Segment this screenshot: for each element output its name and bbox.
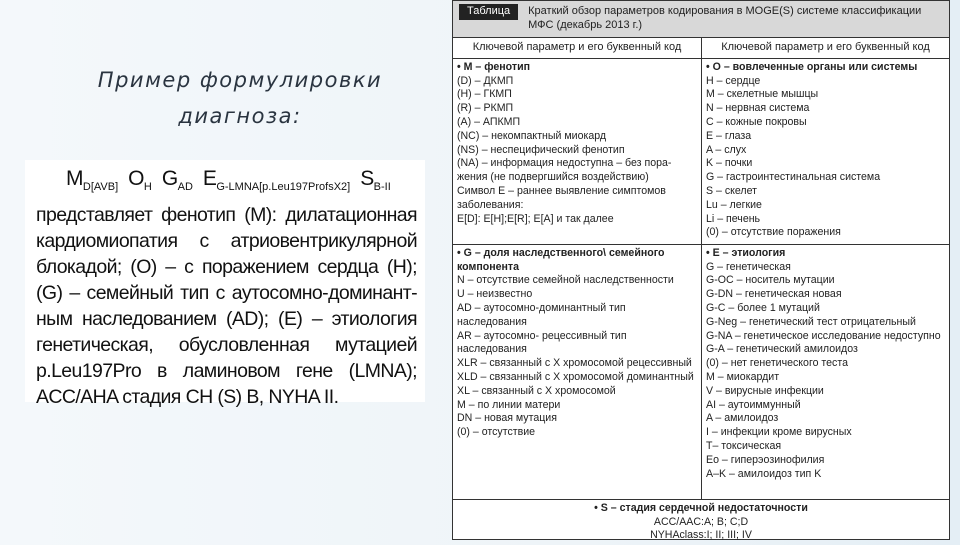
code-item: G-Neg – генетический тест отрицательный — [706, 315, 916, 328]
parameter-heading: • G – доля наследственного\ семейного компонента — [457, 246, 665, 273]
slide-title: Пример формулировки диагноза: — [97, 68, 383, 128]
column-header: Ключевой параметр и его буквенный код — [701, 38, 949, 58]
organs-cell — [701, 59, 949, 244]
code-item: (NA) – информация недоступна – без пора-жения (не подвергшийся воздействию) — [457, 157, 672, 184]
code-item: Li – печень — [706, 212, 761, 225]
code-item: G – гастроинтестинальная система — [706, 171, 881, 184]
code-item: U – неизвестно — [457, 288, 533, 301]
code-item: ACC/AAC:A; B; C;D — [653, 515, 749, 528]
code-item: N – отсутствие семейной наследственности — [457, 274, 674, 287]
code-item: K – почки — [706, 157, 753, 170]
code-item: S – скелет — [706, 184, 758, 197]
parameter-heading: • М – фенотип — [457, 60, 530, 73]
code-item: A–K – амилоидоз тип K — [706, 467, 822, 480]
code-item: M – миокардит — [706, 370, 780, 383]
phenotype-cell — [453, 59, 701, 244]
code-item: I – инфекции кроме вирусных — [706, 426, 852, 439]
stage-cell — [453, 500, 949, 545]
code-item: (NC) – некомпактный миокард — [457, 129, 607, 142]
code-item: M – скелетные мышцы — [706, 88, 819, 101]
code-item: G-NA – генетическое исследование недоступно — [706, 329, 941, 342]
code-item: E[D]: E[H];E[R]; E[A] и так далее — [457, 212, 614, 225]
term-subscript: H — [143, 181, 152, 194]
code-item: Lu – легкие — [706, 198, 762, 211]
code-item: C – кожные покровы — [706, 115, 807, 128]
code-item: AD – аутосомно-доминантный тип наследования — [457, 301, 626, 328]
term-subscript: G-LMNA[p.Leu197ProfsX2] — [216, 181, 351, 194]
code-item: (0) – отсутствие — [457, 426, 536, 439]
code-item: A – слух — [706, 143, 747, 156]
diagnosis-text: представляет фенотип (М): дилатационная кардиомиопатия с атриовентрикулярной блокадой; (О) – с поражением сердца (Н); (G) – семейный тип с аутосомно-доминант-ным наследованием (AD); (Е) – этиология генетическая, обусловленная мутацией p.Leu197Pro в ламиновом гене (LMNA); ACC/AHA стадия СН (S) В, NYHA II. — [36, 204, 417, 409]
code-item: E – глаза — [706, 129, 752, 142]
formula-term — [202, 167, 351, 194]
code-item: XLD – связанный с X хромосомой доминантный — [457, 370, 694, 383]
diagnosis-example — [25, 160, 425, 409]
code-item: G – генетическая — [706, 260, 791, 273]
code-item: H – сердце — [706, 74, 761, 87]
moges-table — [452, 0, 950, 540]
code-item: Eo – гиперэозинофилия — [706, 453, 825, 466]
code-item: M – по линии матери — [457, 398, 561, 411]
parameter-heading: • S – стадия сердечной недостаточности — [594, 501, 808, 514]
code-item: (R) – РКМП — [457, 102, 514, 115]
column-headers — [453, 38, 949, 59]
term-letter: S — [360, 167, 374, 190]
code-item: G-OC – носитель мутации — [706, 274, 835, 287]
column-header: Ключевой параметр и его буквенный код — [472, 41, 682, 53]
formula-term — [360, 167, 391, 194]
parameter-heading: • E – этиология — [706, 246, 786, 259]
term-subscript: B-II — [373, 181, 391, 194]
code-item: G-A – генетический амилоидоз — [706, 343, 858, 356]
code-item: G-DN – генетическая новая — [706, 288, 842, 301]
code-item: (NS) – неспецифический фенотип — [457, 143, 625, 156]
table-row — [453, 245, 949, 500]
code-item: (D) – ДКМП — [457, 74, 514, 87]
term-letter: M — [66, 167, 83, 190]
term-letter: O — [128, 167, 144, 190]
code-item: A – амилоидоз — [706, 412, 779, 425]
code-item: (0) – нет генетического теста — [706, 357, 848, 370]
formula-term — [66, 167, 119, 194]
code-item: XLR – связанный с X хромосомой рецессивный — [457, 357, 692, 370]
term-letter: G — [161, 167, 178, 190]
code-item: (A) – АПКМП — [457, 115, 521, 128]
parameter-heading: • O – вовлеченные органы или системы — [706, 60, 918, 73]
term-subscript: D[AVB] — [82, 181, 119, 194]
term-subscript: AD — [177, 181, 193, 194]
table-header — [453, 1, 949, 38]
code-item: NYHAclass:I; II; III; IV — [650, 529, 752, 542]
table-tag: Таблица — [459, 4, 518, 20]
code-item: (0) – отсутствие поражения — [706, 226, 841, 239]
code-item: DN – новая мутация — [457, 412, 557, 425]
formula-term — [161, 167, 193, 194]
moges-formula — [36, 164, 417, 202]
code-item: G-C – более 1 мутаций — [706, 301, 820, 314]
table-title: Краткий обзор параметров кодирования в MOGE(S) системе классификации МФС (декабрь 2013 г.) — [528, 5, 922, 31]
term-letter: E — [202, 167, 217, 190]
code-item: AI – аутоиммунный — [706, 398, 801, 411]
code-item: (H) – ГКМП — [457, 88, 512, 101]
etiology-cell — [701, 245, 949, 499]
code-item: T– токсическая — [706, 439, 782, 452]
code-item: N – нервная система — [706, 102, 810, 115]
code-item: XL – связанный с X хромосомой — [457, 384, 616, 397]
genetic-cell — [453, 245, 701, 499]
code-item: AR – аутосомно- рецессивный тип наследования — [457, 329, 627, 356]
code-item: V – вирусные инфекции — [706, 384, 824, 397]
code-item: Символ Е – раннее выявление симптомов заболевания: — [457, 184, 666, 211]
table-row — [453, 59, 949, 245]
formula-term — [128, 167, 152, 194]
